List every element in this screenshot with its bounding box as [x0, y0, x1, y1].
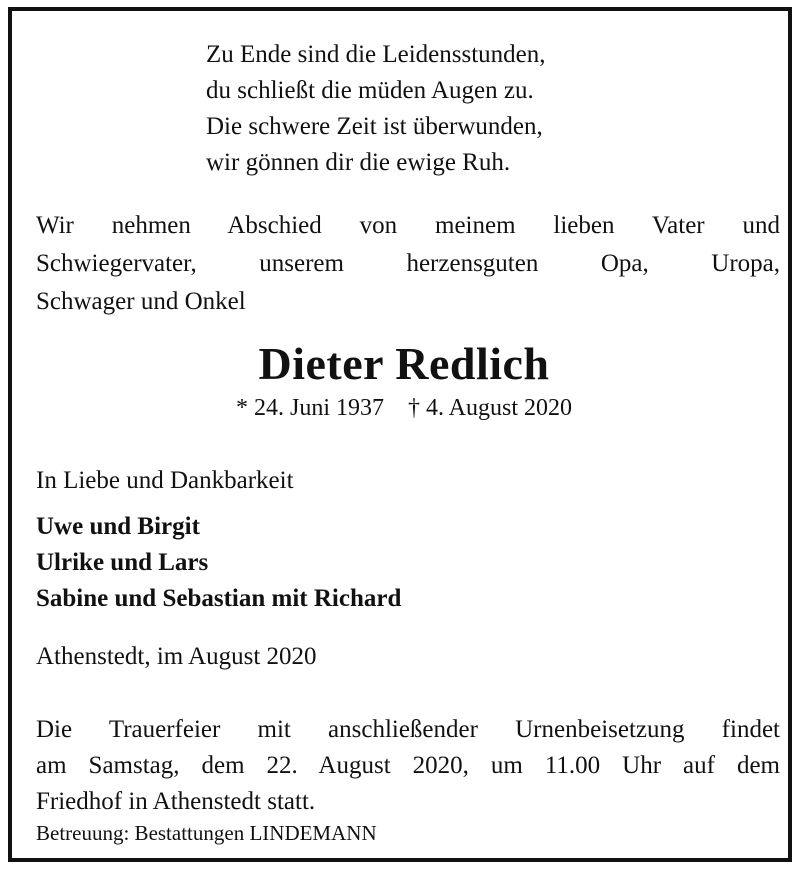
deceased-name: Dieter Redlich — [258, 338, 550, 389]
poem — [206, 37, 686, 181]
intro-line: Schwiegervater, unserem herzensguten Opa, Uropa, — [36, 250, 780, 277]
mourner-name: Ulrike und Lars — [36, 549, 209, 576]
mourners-intro: In Liebe und Dankbarkeit — [36, 467, 294, 494]
intro-text — [36, 207, 780, 321]
ceremony-line: am Samstag, dem 22. August 2020, um 11.00 Uhr auf dem — [36, 752, 780, 779]
poem-line: Die schwere Zeit ist überwunden, — [206, 113, 543, 140]
mourner-name: Uwe und Birgit — [36, 513, 200, 540]
intro-line: Schwager und Onkel — [36, 288, 246, 315]
poem-line: wir gönnen dir die ewige Ruh. — [206, 149, 511, 176]
funeral-home-credit: Betreuung: Bestattungen LINDEMANN — [36, 821, 377, 845]
mourners-list — [36, 509, 401, 617]
birth-date: * 24. Juni 1937 — [235, 395, 384, 421]
intro-line: Wir nehmen Abschied von meinem lieben Vater und — [36, 212, 780, 239]
death-date: † 4. August 2020 — [408, 395, 573, 421]
obituary-frame — [8, 7, 792, 862]
poem-line: Zu Ende sind die Leidensstunden, — [206, 41, 546, 68]
ceremony-line: Die Trauerfeier mit anschließender Urnenbeisetzung findet — [36, 716, 780, 743]
ceremony-info — [36, 712, 780, 820]
ceremony-line: Friedhof in Athenstedt statt. — [36, 788, 316, 815]
place-date: Athenstedt, im August 2020 — [36, 643, 317, 670]
mourner-name: Sabine und Sebastian mit Richard — [36, 585, 402, 612]
poem-line: du schließt die müden Augen zu. — [206, 77, 534, 104]
life-dates — [12, 395, 796, 422]
